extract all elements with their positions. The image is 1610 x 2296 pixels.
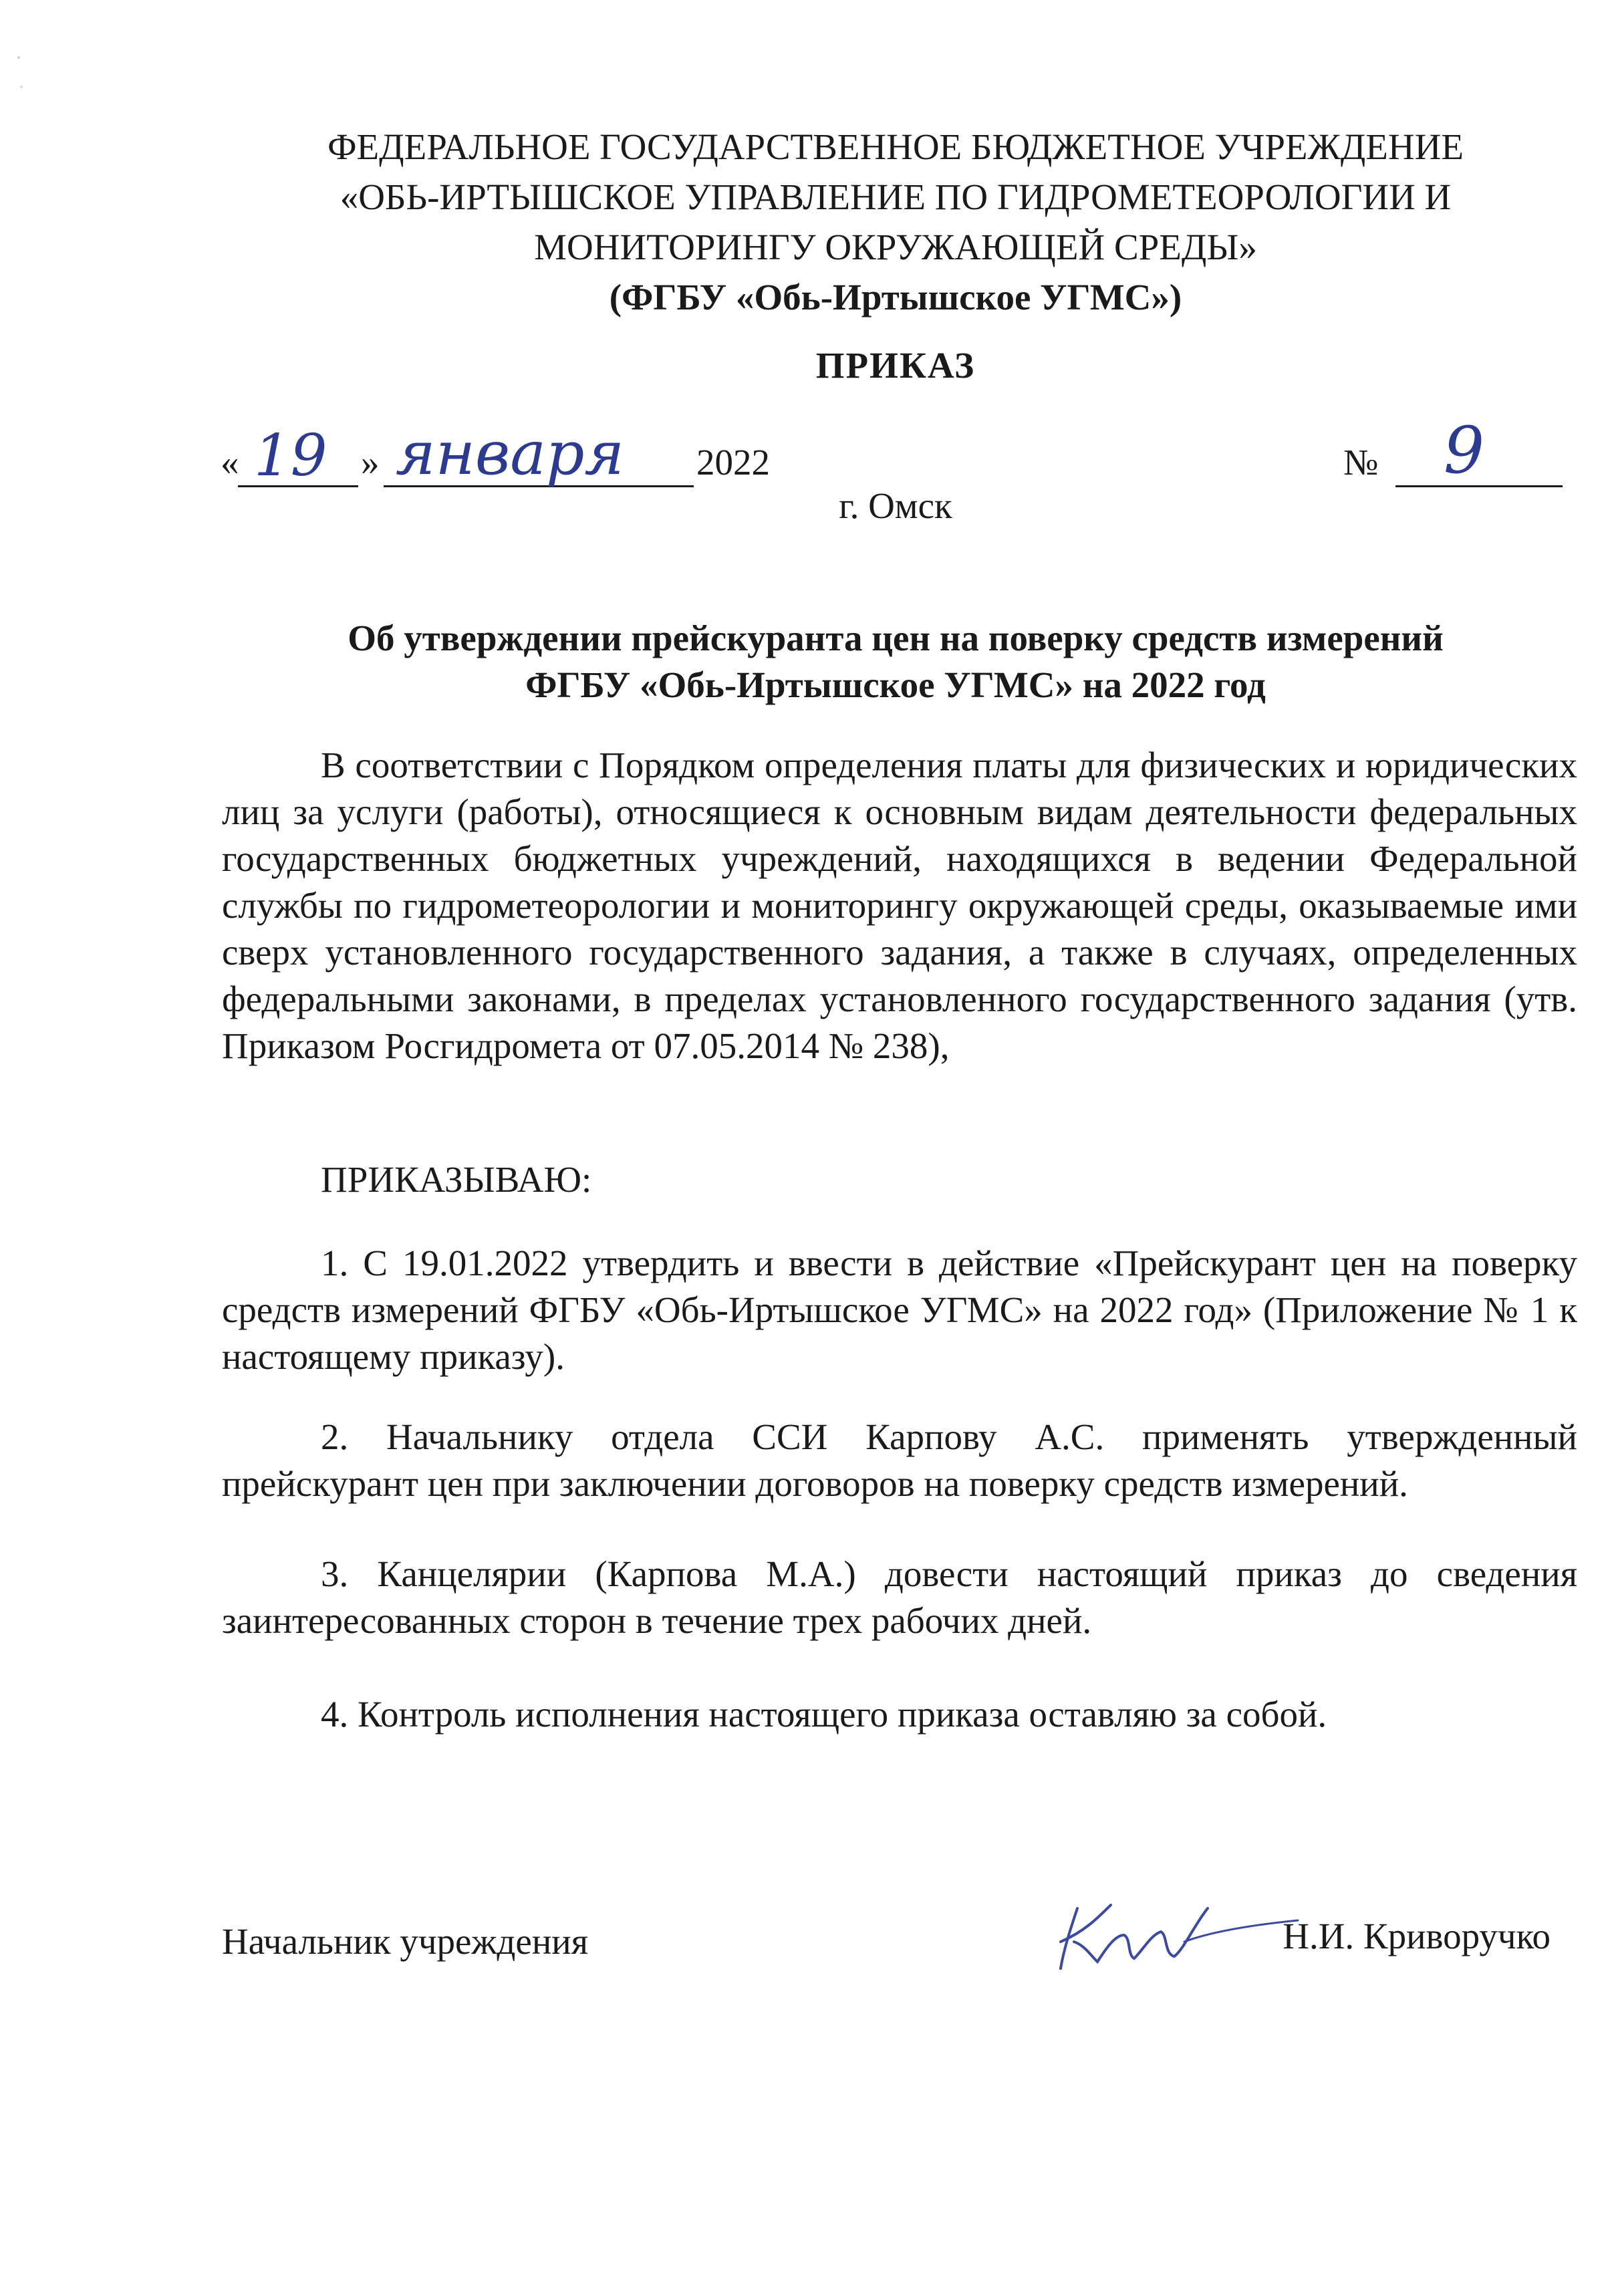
date-month-handwritten: января [396,418,625,489]
signature-block [222,1895,1577,1975]
date-day-handwritten: 19 [254,422,327,489]
org-short-name: (ФГБУ «Обь-Иртышское УГМС») [609,277,1182,317]
number-label: № [1343,442,1379,483]
document-type-title: ПРИКАЗ [815,345,976,386]
document-subject [200,615,1591,709]
order-item-2: 2. Начальнику отдела ССИ Карпову А.С. применять утвержденный прейскурант цен при заключении договоров на поверку средств измерений. [222,1416,1577,1504]
date-close-quote: » [361,442,380,483]
date-open-quote: « [221,442,239,483]
order-item-1: 1. С 19.01.2022 утвердить и ввести в действие «Прейскурант цен на поверку средств измерений ФГБУ «Обь-Иртышское УГМС» на 2022 год» (Приложение № 1 к настоящему приказу). [222,1243,1577,1377]
organization-header [200,122,1591,322]
org-name-line-2: «ОБЬ-ИРТЫШСКОЕ УПРАВЛЕНИЕ ПО ГИДРОМЕТЕОРОЛОГИИ И [340,176,1452,217]
order-word: ПРИКАЗЫВАЮ: [321,1159,592,1200]
order-item-4: 4. Контроль исполнения настоящего приказа оставляю за собой. [321,1694,1327,1735]
date-year: 2022 [696,442,770,483]
subject-line-2: ФГБУ «Обь-Иртышское УГМС» на 2022 год [525,664,1266,705]
subject-line-1: Об утверждении прейскуранта цен на поверку средств измерений [348,618,1444,658]
handwritten-signature [1051,1895,1305,1975]
document-city: г. Омск [839,485,952,526]
scan-specks [13,53,27,94]
preamble-paragraph: В соответствии с Порядком определения платы для физических и юридических лиц за услуги (работы), относящиеся к основным видам деятельности федеральных государственных бюджетных учреждений, находящихся в ведении Федеральной службы по гидрометеорологии и мониторингу окружающей среды, оказываемые ими сверх установленного государственного задания, а также в случаях, определенных федеральными законами, в пределах установленного государственного задания (утв. Приказом Росгидромета от 07.05.2014 № 238), [222,745,1577,1066]
order-item-3: 3. Канцелярии (Карпова М.А.) довести настоящий приказ до сведения заинтересованных сторон в течение трех рабочих дней. [222,1553,1577,1641]
number-handwritten: 9 [1444,413,1485,488]
org-name-line-3: МОНИТОРИНГУ ОКРУЖАЮЩЕЙ СРЕДЫ» [534,227,1257,267]
signatory-position: Начальник учреждения [222,1921,588,1962]
signatory-name: Н.И. Криворучко [1283,1916,1551,1956]
org-name-line-1: ФЕДЕРАЛЬНОЕ ГОСУДАРСТВЕННОЕ БЮДЖЕТНОЕ УЧРЕЖДЕНИЕ [327,126,1464,167]
